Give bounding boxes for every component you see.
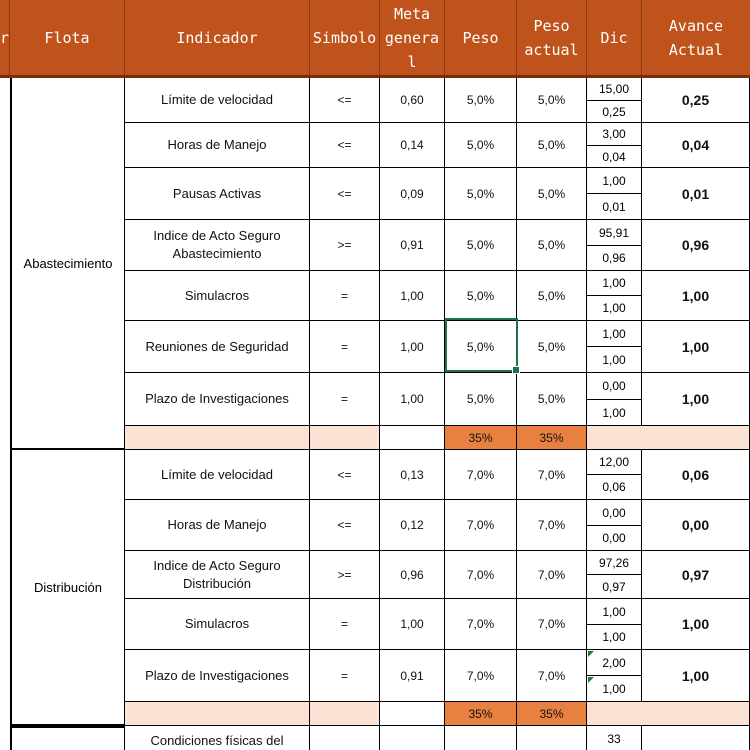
meta-cell[interactable]	[380, 500, 445, 551]
subtotal-peso-cell[interactable]	[445, 702, 517, 726]
peso-cell-value: 7,0%	[466, 567, 495, 582]
meta-cell-value: 1,00	[400, 392, 424, 406]
peso-actual-cell-value: 5,0%	[537, 186, 566, 201]
meta-cell-value: 1,00	[400, 617, 424, 631]
avance-value: 0,97	[681, 566, 710, 583]
simbolo-cell-value: <=	[337, 93, 352, 107]
dic-ratio-cell[interactable]	[587, 296, 642, 321]
avance-cell[interactable]	[642, 123, 750, 168]
dic-ratio-value: 1,00	[602, 405, 626, 420]
peso-cell-value: 5,0%	[466, 186, 495, 201]
header-dic-label: Dic	[600, 28, 628, 47]
subtotal-peso-cell[interactable]	[445, 426, 517, 450]
avance-value: 1,00	[681, 667, 710, 684]
dic-count-cell[interactable]	[587, 220, 642, 246]
peso-actual-cell[interactable]	[517, 123, 587, 168]
peso-cell-value: 5,0%	[466, 339, 495, 354]
avance-cell[interactable]	[642, 271, 750, 321]
indicador-line: Límite de velocidad	[160, 466, 273, 482]
header-flota[interactable]	[10, 0, 125, 75]
indicador-cell[interactable]	[125, 650, 310, 702]
indicador-line: Simulacros	[184, 287, 250, 303]
dic-ratio-value: 0,06	[602, 480, 626, 494]
meta-cell[interactable]	[380, 599, 445, 650]
meta-cell[interactable]	[380, 650, 445, 702]
peso-cell[interactable]	[445, 271, 517, 321]
avance-cell[interactable]	[642, 450, 750, 500]
meta-cell[interactable]	[380, 271, 445, 321]
peso-cell-value: 5,0%	[466, 392, 495, 406]
dic-count-cell[interactable]	[587, 321, 642, 347]
header-avance-actual[interactable]	[642, 0, 750, 75]
dic-count-value: 1,00	[602, 326, 626, 341]
note-indicator-icon	[588, 651, 594, 657]
indicador-line: Límite de velocidad	[160, 92, 273, 107]
peso-cell-value: 5,0%	[466, 238, 495, 252]
indicador-partial-label: Condiciones físicas del	[150, 733, 284, 748]
dic-ratio-value: 1,00	[602, 352, 626, 367]
dic-count-cell[interactable]	[587, 650, 642, 676]
header-peso-actual-line-1: Peso	[533, 16, 570, 35]
peso-cell[interactable]	[445, 220, 517, 271]
simbolo-cell[interactable]	[310, 168, 380, 220]
partial-cell[interactable]	[310, 726, 380, 750]
header-indicador[interactable]	[125, 0, 310, 75]
dic-count-cell[interactable]	[587, 551, 642, 575]
peso-actual-cell[interactable]	[517, 599, 587, 650]
avance-value: 1,00	[681, 338, 710, 355]
peso-actual-cell-value: 5,0%	[537, 138, 566, 152]
indicador-line: Indice de Acto Seguro	[153, 228, 281, 243]
indicador-line: Horas de Manejo	[167, 517, 267, 532]
dic-ratio-cell[interactable]	[587, 526, 642, 551]
subtotal-meta-cell[interactable]	[380, 426, 445, 450]
header-peso-label: Peso	[462, 28, 499, 47]
avance-cell[interactable]	[642, 373, 750, 426]
header-simbolo-label: Simbolo	[312, 28, 377, 47]
indicador-cell[interactable]	[125, 321, 310, 373]
indicador-cell[interactable]	[125, 373, 310, 426]
avance-value: 0,00	[681, 517, 710, 533]
dic-ratio-cell[interactable]	[587, 101, 642, 123]
simbolo-cell[interactable]	[310, 650, 380, 702]
dic-ratio-value: 0,96	[602, 251, 626, 265]
simbolo-cell[interactable]	[310, 78, 380, 123]
avance-value: 0,04	[681, 137, 710, 153]
header-dic[interactable]	[587, 0, 642, 75]
meta-cell[interactable]	[380, 551, 445, 599]
dic-ratio-value: 1,00	[602, 301, 626, 315]
meta-cell-value: 0,09	[400, 186, 424, 201]
dic-count-value: 12,00	[598, 455, 630, 469]
peso-actual-cell-value: 5,0%	[537, 392, 566, 406]
dic-ratio-value: 0,00	[602, 531, 626, 545]
avance-cell[interactable]	[642, 78, 750, 123]
peso-cell[interactable]	[445, 78, 517, 123]
peso-cell-value: 7,0%	[466, 518, 495, 532]
partial-cell[interactable]	[445, 726, 517, 750]
header-peso[interactable]	[445, 0, 517, 75]
simbolo-cell-value: =	[340, 339, 348, 354]
indicador-cell[interactable]	[125, 271, 310, 321]
simbolo-cell[interactable]	[310, 450, 380, 500]
indicador-cell[interactable]	[125, 500, 310, 551]
indicador-line: Distribución	[183, 575, 251, 591]
meta-cell-value: 0,14	[400, 138, 424, 152]
dic-count-cell[interactable]	[587, 373, 642, 400]
avance-value: 1,00	[681, 287, 710, 304]
meta-cell-value: 0,91	[400, 668, 424, 683]
simbolo-cell[interactable]	[310, 271, 380, 321]
subtotal-dic-avance-cell[interactable]	[587, 426, 750, 450]
header-avance-line-2: Actual	[668, 40, 724, 59]
dic-ratio-cell[interactable]	[587, 676, 642, 702]
flota-cell-partial[interactable]	[10, 726, 125, 750]
peso-cell-value: 7,0%	[466, 617, 495, 631]
peso-actual-cell[interactable]	[517, 450, 587, 500]
header-avance-line-1: Avance	[668, 16, 724, 35]
header-peso-actual[interactable]	[517, 0, 587, 75]
peso-cell-value: 5,0%	[466, 288, 495, 303]
header-simbolo[interactable]	[310, 0, 380, 75]
indicador-cell[interactable]	[125, 551, 310, 599]
indicador-line: Simulacros	[184, 616, 250, 631]
subtotal-peso-actual-cell[interactable]	[517, 702, 587, 726]
indicador-line: Abastecimiento	[172, 246, 262, 261]
header-meta-line-2: genera	[384, 28, 440, 47]
indicador-line: Indice de Acto Seguro	[153, 557, 281, 573]
subtotal-peso-actual-value: 35%	[539, 706, 564, 721]
simbolo-cell[interactable]	[310, 123, 380, 168]
peso-actual-cell-value: 5,0%	[537, 288, 566, 303]
dic-ratio-cell[interactable]	[587, 575, 642, 599]
indicador-cell[interactable]	[125, 220, 310, 271]
peso-actual-cell[interactable]	[517, 168, 587, 220]
simbolo-cell[interactable]	[310, 373, 380, 426]
simbolo-cell-value: <=	[337, 518, 352, 532]
simbolo-cell[interactable]	[310, 500, 380, 551]
peso-actual-cell[interactable]	[517, 321, 587, 373]
row-header-col	[0, 450, 10, 726]
simbolo-cell-value: =	[340, 668, 348, 683]
simbolo-cell-value: <=	[337, 138, 352, 152]
dic-ratio-value: 0,01	[602, 199, 626, 214]
peso-actual-cell[interactable]	[517, 373, 587, 426]
subtotal-simbolo-cell[interactable]	[310, 702, 380, 726]
meta-cell-value: 0,96	[400, 567, 424, 582]
simbolo-cell-value: =	[340, 288, 348, 303]
peso-cell[interactable]	[445, 551, 517, 599]
flota-label: Abastecimiento	[23, 255, 113, 271]
peso-cell-value: 7,0%	[466, 668, 495, 683]
dic-ratio-cell[interactable]	[587, 347, 642, 373]
header-col-r-label: r	[0, 28, 10, 47]
dic-ratio-cell[interactable]	[587, 625, 642, 650]
header-col-r[interactable]	[0, 0, 10, 75]
dic-ratio-cell[interactable]	[587, 146, 642, 168]
subtotal-indicador-cell[interactable]	[125, 426, 310, 450]
indicador-line: Reuniones de Seguridad	[145, 338, 289, 354]
indicador-cell[interactable]	[125, 450, 310, 500]
dic-ratio-value: 1,00	[602, 681, 626, 696]
peso-actual-cell-value: 7,0%	[537, 617, 566, 631]
header-indicador-label: Indicador	[176, 28, 258, 47]
dic-count-value: 15,00	[598, 82, 630, 96]
header-meta-line-1: Meta	[393, 4, 431, 23]
avance-value: 0,96	[681, 237, 710, 253]
dic-count-cell[interactable]	[587, 450, 642, 475]
dic-ratio-cell[interactable]	[587, 194, 642, 220]
avance-value: 1,00	[681, 391, 710, 407]
dic-count-cell[interactable]	[587, 599, 642, 625]
peso-cell[interactable]	[445, 168, 517, 220]
meta-cell[interactable]	[380, 123, 445, 168]
subtotal-peso-value: 35%	[468, 706, 493, 721]
meta-cell[interactable]	[380, 220, 445, 271]
avance-value: 1,00	[681, 616, 710, 632]
meta-cell-value: 0,12	[400, 518, 424, 532]
dic-ratio-value: 1,00	[602, 630, 626, 644]
avance-value: 0,06	[681, 466, 710, 483]
indicador-cell[interactable]	[125, 78, 310, 123]
meta-cell-value: 0,13	[400, 467, 424, 482]
peso-actual-cell[interactable]	[517, 271, 587, 321]
dic-count-cell[interactable]	[587, 123, 642, 146]
header-meta-general[interactable]	[380, 0, 445, 75]
meta-cell[interactable]	[380, 373, 445, 426]
peso-actual-cell-value: 5,0%	[537, 339, 566, 354]
subtotal-peso-value: 35%	[468, 430, 493, 445]
peso-cell[interactable]	[445, 123, 517, 168]
indicador-line: Pausas Activas	[172, 185, 262, 201]
peso-actual-cell-value: 5,0%	[537, 93, 566, 107]
dic-partial-value: 33	[607, 732, 621, 746]
peso-cell[interactable]	[445, 599, 517, 650]
dic-ratio-cell[interactable]	[587, 246, 642, 271]
row-header-col	[0, 78, 10, 450]
dic-count-value: 1,00	[602, 173, 626, 188]
meta-cell-value: 0,60	[400, 93, 424, 107]
peso-actual-cell-value: 5,0%	[537, 238, 566, 252]
avance-cell[interactable]	[642, 500, 750, 551]
flota-cell[interactable]	[10, 78, 125, 450]
subtotal-meta-cell[interactable]	[380, 702, 445, 726]
dic-count-cell[interactable]	[587, 168, 642, 194]
simbolo-cell-value: <=	[337, 467, 352, 482]
dic-count-value: 0,00	[602, 379, 626, 393]
indicador-line: Plazo de Investigaciones	[145, 667, 289, 683]
subtotal-dic-avance-cell[interactable]	[587, 702, 750, 726]
peso-cell[interactable]	[445, 321, 517, 373]
peso-actual-cell-value: 7,0%	[537, 567, 566, 582]
meta-cell[interactable]	[380, 78, 445, 123]
simbolo-cell-value: <=	[337, 186, 352, 201]
dic-ratio-value: 0,04	[602, 149, 626, 164]
subtotal-simbolo-cell[interactable]	[310, 426, 380, 450]
simbolo-cell-value: =	[340, 392, 348, 406]
subtotal-peso-actual-cell[interactable]	[517, 426, 587, 450]
meta-cell-value: 1,00	[400, 288, 424, 303]
header-meta-line-3: l	[407, 52, 417, 71]
meta-cell-value: 1,00	[400, 339, 424, 354]
indicador-cell[interactable]	[125, 123, 310, 168]
peso-actual-cell[interactable]	[517, 500, 587, 551]
dic-count-value: 97,26	[598, 555, 630, 570]
peso-actual-cell[interactable]	[517, 650, 587, 702]
avance-cell[interactable]	[642, 220, 750, 271]
header-peso-actual-line-2: actual	[524, 40, 579, 59]
partial-cell[interactable]	[517, 726, 587, 750]
simbolo-cell[interactable]	[310, 599, 380, 650]
partial-cell[interactable]	[380, 726, 445, 750]
indicador-cell[interactable]	[125, 168, 310, 220]
partial-cell[interactable]	[642, 726, 750, 750]
peso-actual-cell[interactable]	[517, 220, 587, 271]
meta-cell[interactable]	[380, 168, 445, 220]
simbolo-cell[interactable]	[310, 551, 380, 599]
avance-cell[interactable]	[642, 650, 750, 702]
flota-cell[interactable]	[10, 450, 125, 726]
peso-cell[interactable]	[445, 373, 517, 426]
dic-ratio-cell[interactable]	[587, 475, 642, 500]
simbolo-cell-value: =	[340, 617, 348, 631]
avance-cell[interactable]	[642, 551, 750, 599]
peso-cell-value: 5,0%	[466, 138, 495, 152]
peso-actual-cell-value: 7,0%	[537, 467, 566, 482]
dic-count-value: 0,00	[602, 505, 626, 520]
meta-cell-value: 0,91	[400, 238, 424, 252]
peso-cell-value: 7,0%	[466, 467, 495, 482]
peso-actual-cell[interactable]	[517, 551, 587, 599]
header-flota-label: Flota	[44, 28, 90, 47]
dic-count-value: 95,91	[598, 225, 630, 240]
dic-ratio-value: 0,97	[602, 579, 626, 594]
note-indicator-icon	[588, 677, 594, 683]
avance-value: 0,25	[681, 92, 710, 108]
dic-ratio-cell[interactable]	[587, 400, 642, 426]
simbolo-cell[interactable]	[310, 220, 380, 271]
meta-cell[interactable]	[380, 321, 445, 373]
dic-count-value: 1,00	[602, 276, 626, 290]
dic-count-value: 2,00	[602, 655, 626, 670]
dic-count-cell[interactable]	[587, 271, 642, 296]
simbolo-cell[interactable]	[310, 321, 380, 373]
subtotal-indicador-cell[interactable]	[125, 702, 310, 726]
indicador-line: Plazo de Investigaciones	[145, 391, 289, 406]
peso-cell[interactable]	[445, 500, 517, 551]
indicador-cell[interactable]	[125, 599, 310, 650]
avance-cell[interactable]	[642, 168, 750, 220]
avance-cell[interactable]	[642, 321, 750, 373]
dic-count-cell[interactable]	[587, 500, 642, 526]
subtotal-peso-actual-value: 35%	[539, 430, 564, 445]
dic-count-cell[interactable]	[587, 78, 642, 101]
peso-actual-cell-value: 7,0%	[537, 518, 566, 532]
avance-value: 0,01	[681, 185, 710, 202]
indicador-cell-partial[interactable]	[125, 726, 310, 750]
peso-cell-value: 5,0%	[466, 93, 495, 107]
dic-count-value: 3,00	[602, 127, 626, 141]
simbolo-cell-value: >=	[337, 238, 352, 252]
flota-label: Distribución	[34, 579, 102, 595]
peso-actual-cell[interactable]	[517, 78, 587, 123]
peso-cell[interactable]	[445, 450, 517, 500]
avance-cell[interactable]	[642, 599, 750, 650]
dic-ratio-value: 0,25	[602, 104, 626, 119]
peso-actual-cell-value: 7,0%	[537, 668, 566, 683]
simbolo-cell-value: >=	[337, 567, 352, 582]
indicador-line: Horas de Manejo	[167, 137, 267, 152]
meta-cell[interactable]	[380, 450, 445, 500]
dic-count-value: 1,00	[602, 604, 626, 619]
peso-cell[interactable]	[445, 650, 517, 702]
dic-count-cell-partial[interactable]	[587, 726, 642, 750]
